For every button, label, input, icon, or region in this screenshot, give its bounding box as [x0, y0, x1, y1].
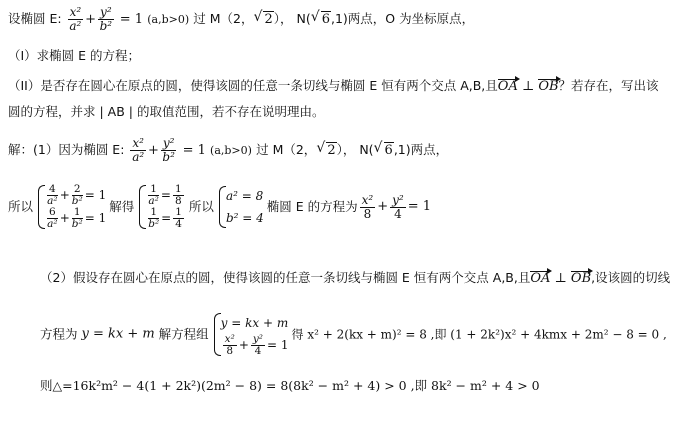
fraction: $\frac{\text{y²}}{\text{b²}}$: [99, 5, 113, 33]
equation-system: $\frac{1}{\text{a²}}$ = $\frac{1}{8}$ $\frac{1}{\text{b²}}$ = $\frac{1}{4}$: [137, 184, 186, 230]
discriminant-line: 则△=16k²m² − 4(1 + 2k²)(2m² − 8) = 8(8k² − m² + 4) > 0 ,即 8k² − m² + 4 > 0: [40, 378, 540, 393]
fraction: $\frac{\text{x²}}{\text{a²}}$: [132, 136, 145, 164]
text: ⊥: [550, 271, 571, 286]
vector: OB: [570, 271, 592, 286]
text: 过 M（2，: [193, 11, 254, 26]
fraction: $\frac{\text{x²}}{\text{a²}}$: [69, 5, 82, 33]
tangent-system-line: [40, 312, 667, 357]
text: 解：(1）因为椭圆 E:: [8, 142, 129, 157]
text: 得 x² + 2(kx + m)² = 8 ,即 (1 + 2k²)x² + 4kmx + 2m² − 8 = 0 ,: [291, 327, 667, 342]
text: ？若存在，写出该: [558, 78, 659, 93]
vector: OA: [497, 79, 518, 94]
fraction: $\frac{\text{x²}}{8}$: [361, 192, 374, 221]
text: 解得: [109, 199, 135, 214]
text: （II）是否存在圆心在原点的圆，使得该圆的任意一条切线与椭圆 E 恒有两个交点 A,B,且: [8, 78, 498, 93]
equation-system: y = kx + m $\frac{\text{x²}}{8}$ + $\frac{\text{y²}}{4}$ = 1: [212, 312, 289, 357]
text: = 1: [119, 12, 144, 27]
text: 方程为: [40, 326, 82, 342]
fraction: $\frac{\text{y²}}{4}$: [392, 192, 404, 221]
equation-systems-line: 所以 $\frac{4}{\text{a²}}$ + $\frac{2}{\text{b²}}$ = 1 $\frac{6}{\text{a²}}$ + $\frac{1}{\text{b²}}$ = 1 解得 $\frac{1}{\text{a²}}$ = $\frac{1}{8}$ $\frac{1}{\text{b²}}$ = $\frac{1}{4}$ 所以 a² = 8 b² = 4 椭圆 E 的方程为 $\frac{\text{x²}}{8}$ + $\frac{\text{y²}}{4}$ = 1: [8, 183, 431, 230]
text: +: [147, 143, 159, 158]
solution-line: [8, 137, 448, 164]
text: 过 M（2，: [256, 142, 317, 157]
text: ）， N(: [273, 11, 311, 26]
sqrt: √ 2: [316, 142, 336, 159]
vector: OA: [530, 271, 551, 286]
text: 解方程组: [154, 326, 209, 342]
equation-system: $\frac{4}{\text{a²}}$ + $\frac{2}{\text{b²}}$ = 1 $\frac{6}{\text{a²}}$ + $\frac{1}{\text{b²}}$ = 1: [36, 184, 106, 230]
question-part-2: [8, 78, 659, 95]
question-part-2-cont: 圆的方程，并求 | AB | 的取值范围，若不存在说明理由。: [8, 104, 325, 119]
sqrt: √ 6: [311, 11, 331, 28]
text: ）， N(: [336, 142, 374, 157]
fraction: $\frac{\text{y²}}{\text{b²}}$: [162, 136, 175, 164]
text: ,设该圆的切线: [591, 270, 671, 285]
text: = 1: [182, 143, 206, 158]
text: ,1)两点，O 为坐标原点，: [331, 11, 475, 26]
text: ,1)两点，: [393, 142, 449, 157]
text: = 1: [407, 199, 431, 214]
vector: OB: [538, 79, 559, 94]
text: 椭圆 E 的方程为: [266, 199, 358, 214]
text: (a,b>0): [147, 13, 190, 26]
text: ⊥: [517, 79, 539, 94]
text: +: [85, 12, 97, 27]
sqrt: √ 2: [253, 11, 273, 28]
equation-system: a² = 8 b² = 4: [217, 185, 264, 229]
problem-statement-line: [8, 6, 474, 33]
text: 所以: [188, 199, 214, 214]
text: 设椭圆 E:: [8, 11, 66, 26]
text: (a,b>0): [210, 144, 252, 157]
sqrt: √ 6: [374, 142, 394, 159]
text: （2）假设存在圆心在原点的圆，使得该圆的任意一条切线与椭圆 E 恒有两个交点 A,B,且: [40, 270, 531, 285]
solution-part-2-line: [40, 270, 670, 287]
text: 所以: [8, 199, 34, 214]
text: y = kx + m: [81, 326, 155, 342]
question-part-1: （I）求椭圆 E 的方程；: [8, 48, 141, 63]
